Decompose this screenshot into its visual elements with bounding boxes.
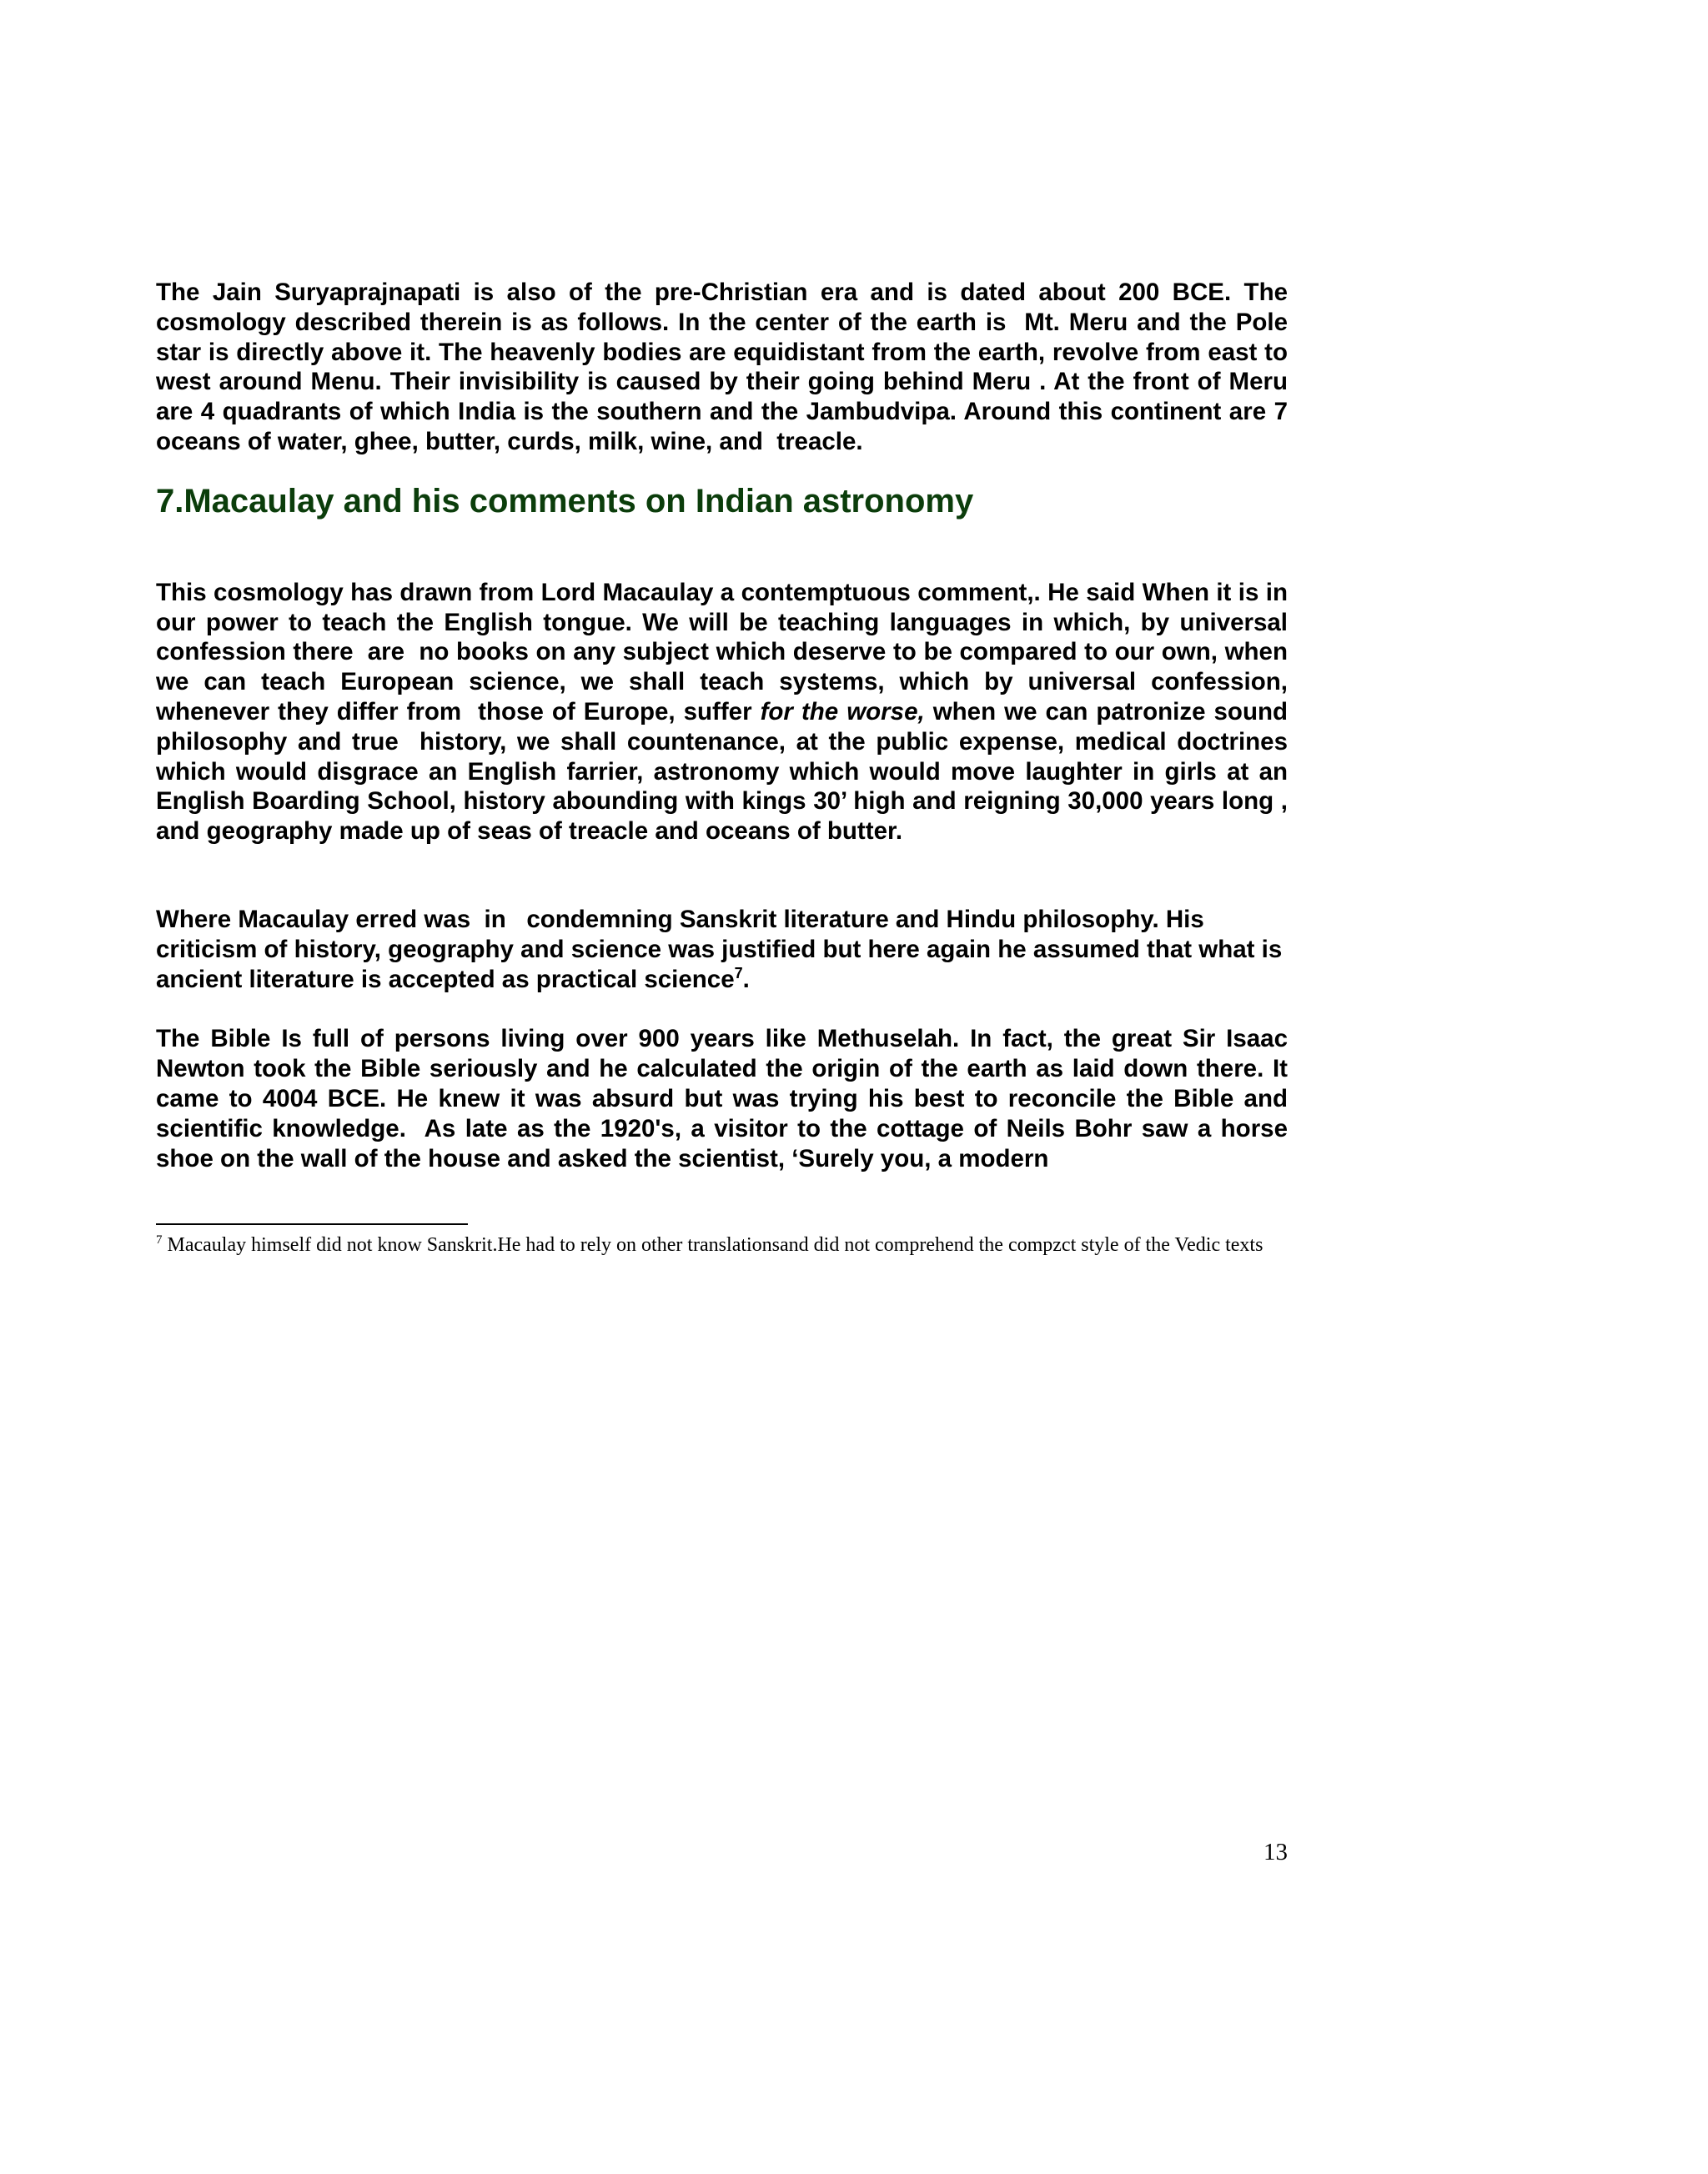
paragraph-macaulay-erred [156,905,1288,994]
footnote-7 [156,1233,1288,1258]
paragraph-suryaprajnapati: The Jain Suryaprajnapati is also of the pre-Christian era and is dated about 200 BCE. The cosmology described therein is as follows. In the center of the earth is Mt. Meru and the Pole star is directly above it. The heavenly bodies are equidistant from the earth, revolve from east to west around Menu. Their invisibility is caused by their going behind Meru . At the front of Meru are 4 quadrants of which India is the southern and the Jambudvipa. Around this continent are 7 oceans of water, ghee, butter, curds, milk, wine, and treacle. [156,279,1295,455]
paragraph-macaulay-comment-part-1: This cosmology has drawn from Lord Macaulay a contemptuous comment,. He said When it is in our power to teach the English tongue. We will be teaching languages in which, by universal confession there are no books on any subject which deserve to be compared to our own, when we can teach European science, we shall teach systems, which by universal confession, whenever they differ from those of Europe, suffer [156,578,1295,726]
footnote-marker: 7 [156,1233,163,1247]
paragraph-macaulay-comment [156,578,1302,846]
italic-phrase: for the worse, [760,697,925,726]
paragraph-macaulay-erred-text: Where Macaulay erred was in condemning Sanskrit literature and Hindu philosophy. His criticism of history, geography and science was justified but here again he assumed that what is ancient literature is accepted as practical science [156,905,1289,993]
footnote-reference-7[interactable]: 7 [734,964,743,982]
main-content [156,278,1302,1173]
footnote-separator [156,1223,468,1225]
paragraph-macaulay-erred-end: . [742,965,750,993]
paragraph-bible-newton: The Bible Is full of persons living over 900 years like Methuselah. In fact, the great Sir Isaac Newton took the Bible seriously and he calculated the origin of the earth as laid down there. It came to 4004 BCE. He knew it was absurd but was trying his best to reconcile the Bible and scientific knowledge. As late as the 1920's, a visitor to the cottage of Neils Bohr saw a horse shoe on the wall of the house and asked the scientist, ‘Surely you, a modern [156,1025,1295,1172]
section-heading: 7.Macaulay and his comments on Indian astronomy [156,482,974,520]
paragraph-macaulay-comment-part-2: when we can patronize sound philosophy and true history, we shall countenance, at the public expense, medical doctrines which would disgrace an English farrier, astronomy which would move laughter in girls at an English Boarding School, history abounding with kings 30’ high and reigning 30,000 years long , and geography made up of seas of treacle and oceans of butter. [156,697,1302,846]
footnote-text: Macaulay himself did not know Sanskrit.He had to rely on other translationsand did not comprehend the compzct style of the Vedic texts [162,1234,1263,1256]
page-number: 13 [1263,1839,1288,1865]
